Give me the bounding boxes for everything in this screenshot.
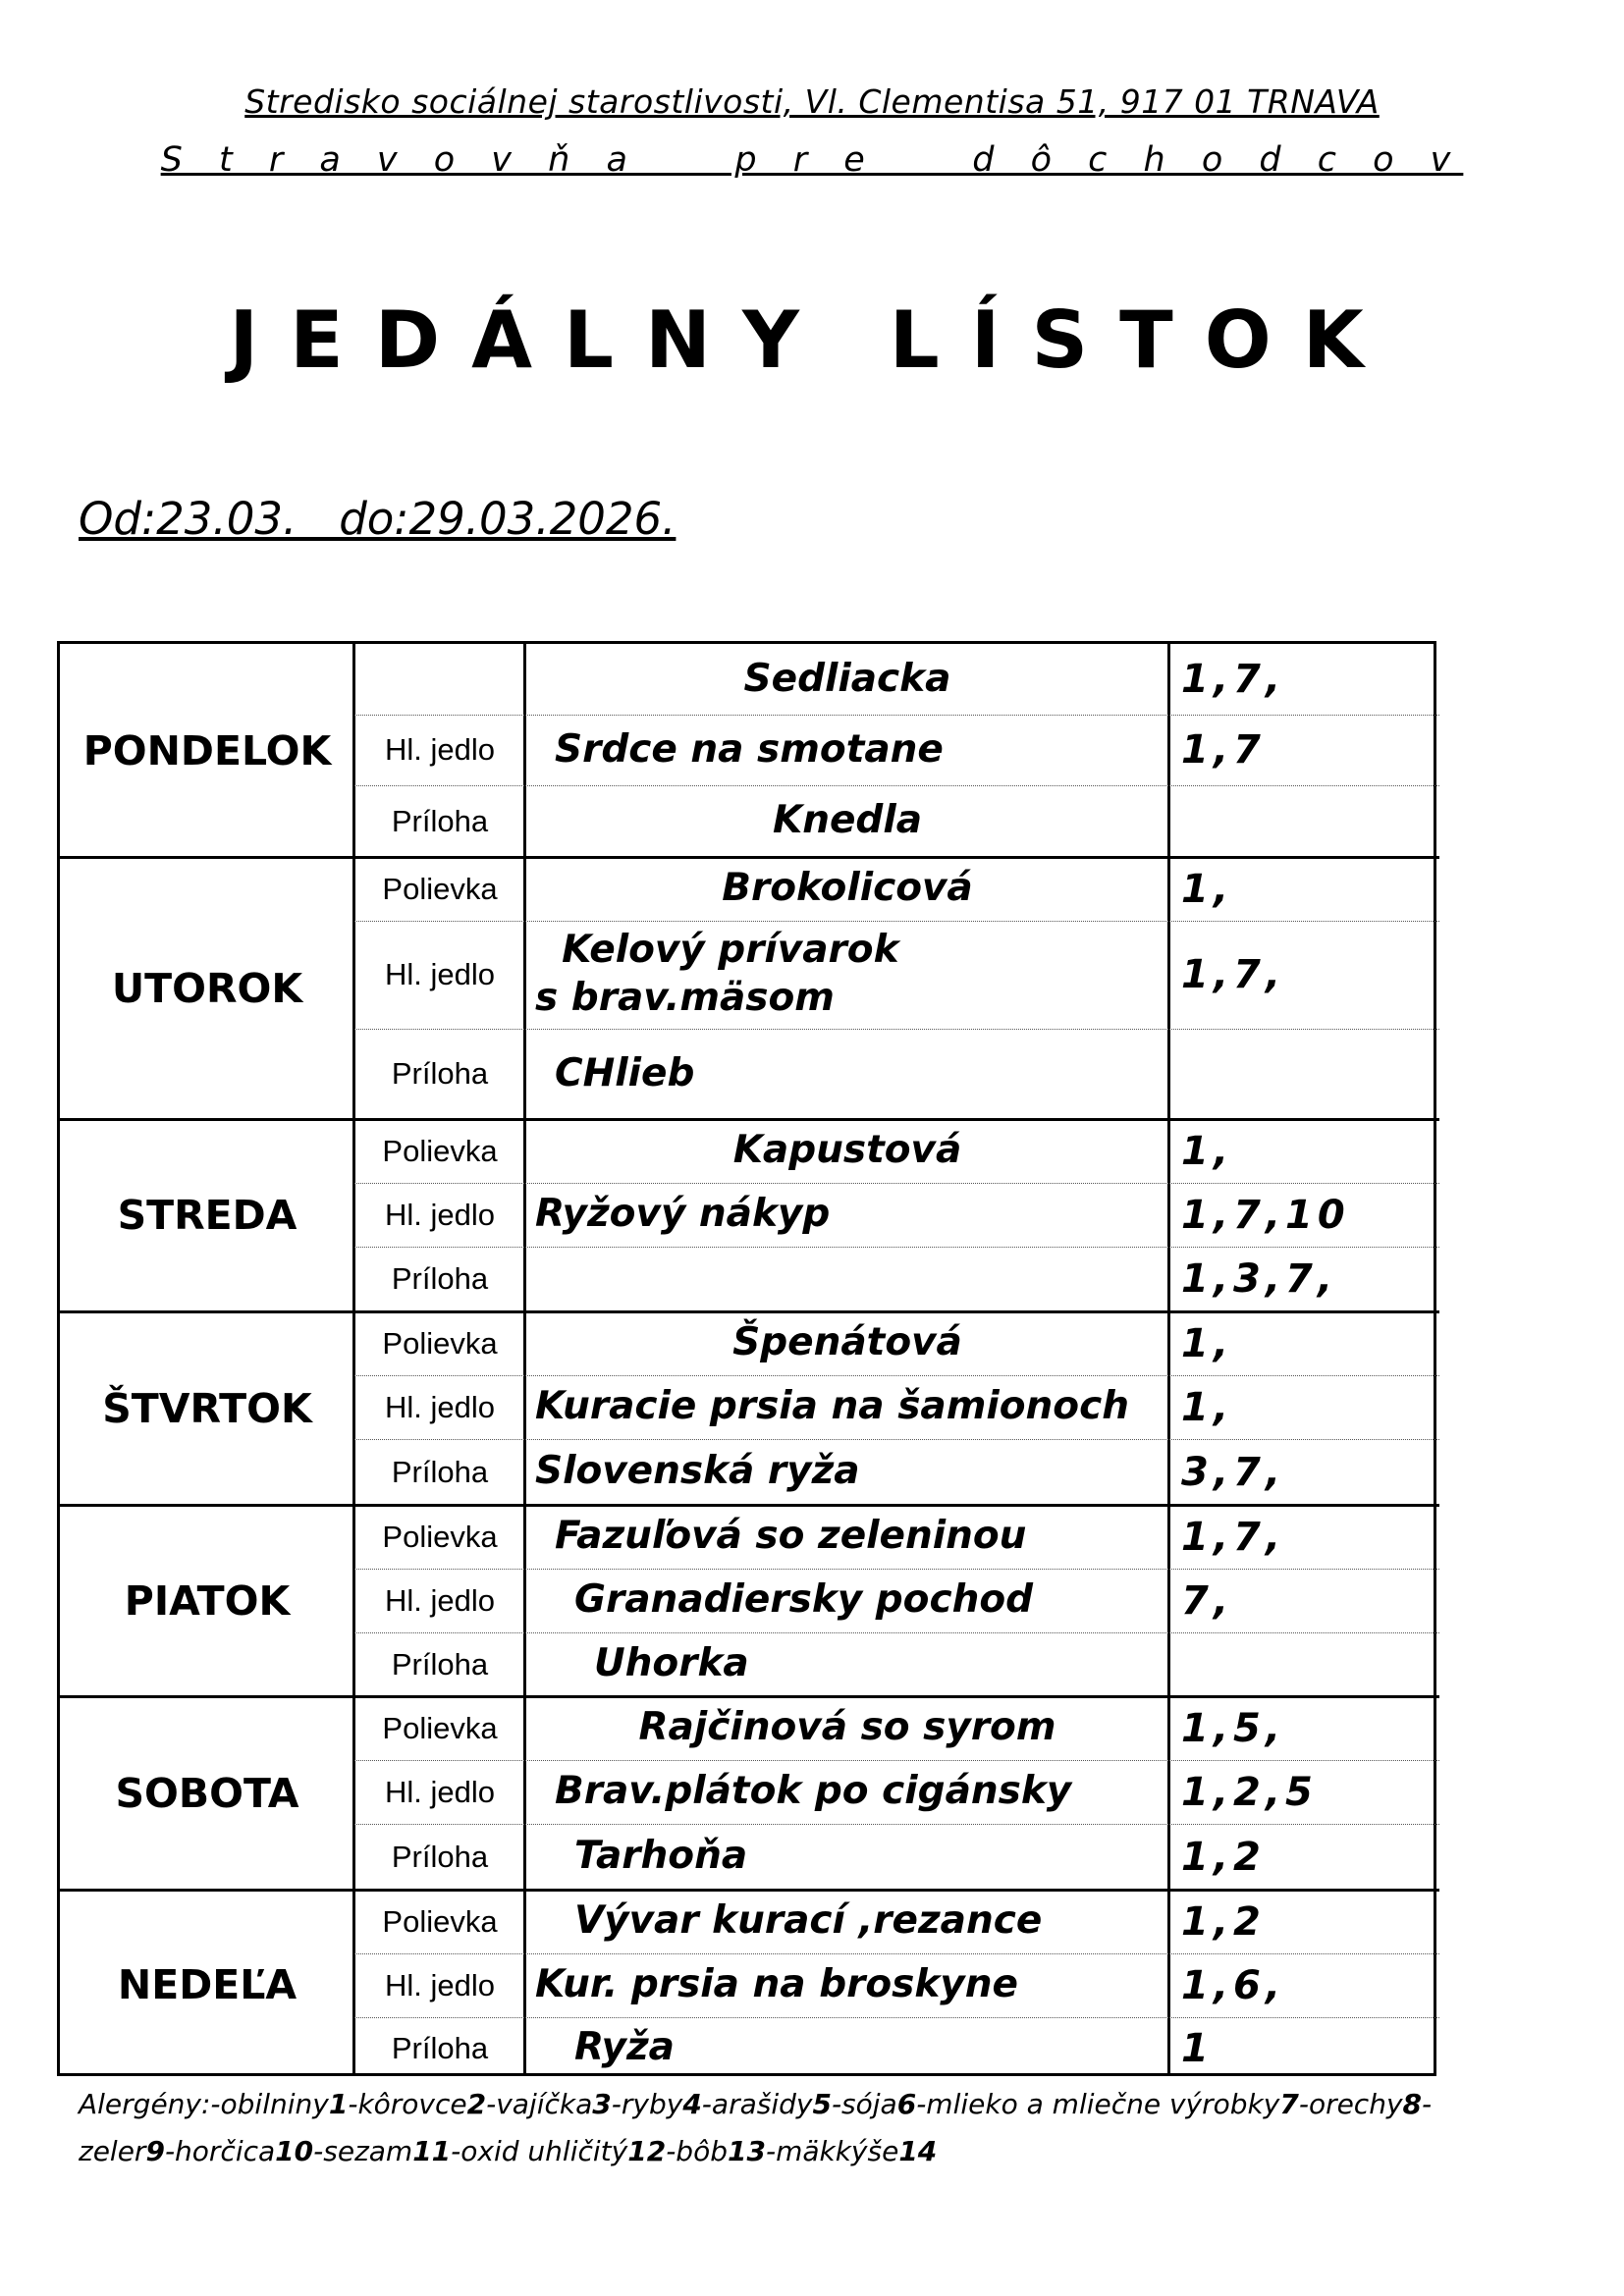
allergen-name: obilniny [220,2088,329,2120]
allergen-codes: 1,7, [1181,657,1286,702]
allergen-name: oxid uhličitý [460,2135,628,2167]
day-name: ŠTVRTOK [102,1384,312,1432]
allergen-number: 3 [592,2088,612,2120]
course-label: Príloha [391,1454,489,1489]
course-label: Hl. jedlo [385,1774,495,1809]
dish-name: Sedliacka [743,656,951,701]
course-label: Polievka [382,1710,498,1745]
allergen-number: 4 [682,2088,702,2120]
allergen-codes [1169,1029,1439,1119]
allergen-number: 11 [412,2135,452,2167]
dish-name: Tarhoňa [574,1834,748,1879]
allergen-name: kôrovce [357,2088,467,2120]
dish-name: Fazuľová so zeleninou [555,1514,1027,1559]
dish-name: Brav.plátok po cigánsky [555,1769,1072,1814]
allergen-codes: 1,7,10 [1181,1192,1350,1238]
course-label: Hl. jedlo [385,1389,495,1424]
dish-name: Rajčinová so syrom [638,1705,1056,1750]
course-label: Polievka [382,1325,498,1361]
allergen-codes [1169,1632,1439,1696]
dish-name: CHlieb [555,1050,695,1095]
course-label: Hl. jedlo [385,732,495,767]
course-label: Polievka [382,871,498,906]
dish-name: Knedla [772,798,923,843]
course-label: Hl. jedlo [385,1197,495,1232]
dish-name: Srdce na smotane [555,726,944,772]
allergen-number: 12 [627,2135,667,2167]
legend-prefix: Alergény:- [79,2088,221,2120]
allergen-number: 1 [328,2088,349,2120]
course-label: Hl. jedlo [385,1967,495,2002]
weekly-menu-table [57,641,1436,2076]
dish-name: Kuracie prsia na šamionoch [535,1384,1129,1429]
dish-name: Uhorka [594,1641,749,1686]
allergen-codes: 1, [1181,1384,1234,1430]
allergen-name: zeler [79,2135,146,2167]
canteen-subtitle: S t r a v o v ň a p r e d ô c h o d c o v [160,140,1464,180]
allergen-codes: 1,7, [1181,952,1286,997]
course-label: Príloha [391,1261,489,1296]
course-label: Príloha [391,1839,489,1874]
allergen-codes: 1, [1181,1320,1234,1366]
allergen-name: ryby [621,2088,683,2120]
course-label: Polievka [382,1519,498,1554]
course-label: Príloha [391,2030,489,2065]
allergen-codes: 1,3,7, [1181,1256,1338,1302]
allergen-name: arašidy [711,2088,813,2120]
allergen-name: sója [841,2088,897,2120]
day-name: NEDEĽA [117,1960,298,2008]
allergen-number: 5 [812,2088,832,2120]
allergen-number: 10 [275,2135,314,2167]
course-label: Hl. jedlo [385,1582,495,1618]
allergen-codes: 1,7 [1181,727,1266,773]
dish-name: Kapustová [732,1128,962,1173]
allergen-name: mäkkýše [776,2135,899,2167]
allergen-name: mlieko a mliečne výrobky [926,2088,1280,2120]
course-label: Príloha [391,803,489,838]
allergen-codes: 1, [1181,866,1234,912]
allergen-number: 14 [898,2135,938,2167]
allergen-number: 6 [896,2088,917,2120]
allergen-codes: 7, [1181,1577,1234,1624]
allergen-number: 7 [1279,2088,1299,2120]
allergen-codes: 3,7, [1181,1449,1286,1495]
dish-name: Vývar kurací ,rezance [574,1898,1043,1944]
course-label: Príloha [391,1646,489,1682]
allergen-legend: Alergény:-obilniny1-kôrovce2-vajíčka3-ryby4-arašidy5-sója6-mlieko a mliečne výrobky7-orechy8-zeler9-horčica10-sezam11-oxid uhličitý12-bôb13-mäkkýše14 [79,2088,1433,2167]
dish-name: Granadiersky pochod [574,1577,1034,1623]
allergen-codes: 1,6, [1181,1962,1286,2008]
allergen-number: 8 [1402,2088,1423,2120]
menu-period: Od:23.03. do:29.03.2026. [79,493,677,545]
dish-name: Slovenská ryža [535,1449,860,1494]
course-label: Hl. jedlo [385,957,495,991]
allergen-name: sezam [323,2135,413,2167]
allergen-name: bôb [676,2135,728,2167]
allergen-number: 2 [466,2088,487,2120]
course-label [354,644,525,715]
allergen-codes: 1,7, [1181,1514,1286,1560]
menu-title: JEDÁLNY LÍSTOK [229,294,1395,386]
course-label: Polievka [382,1903,498,1939]
allergen-codes: 1,2,5 [1181,1769,1318,1815]
allergen-number: 9 [145,2135,165,2167]
dish-name: Kelový prívarok s brav.mäsom [535,928,899,1020]
allergen-codes: 1,5, [1181,1705,1286,1751]
course-label: Polievka [382,1133,498,1168]
dish-name: Ryžový nákyp [535,1192,831,1237]
allergen-name: horčica [175,2135,276,2167]
allergen-name: orechy [1308,2088,1403,2120]
day-name: PIATOK [124,1576,291,1625]
allergen-name: vajíčka [496,2088,593,2120]
allergen-codes: 1,2 [1181,1834,1266,1880]
allergen-codes: 1 [1181,2025,1214,2071]
institution-header: Stredisko sociálnej starostlivosti, Vl. Clementisa 51, 917 01 TRNAVA [244,82,1380,121]
day-name: PONDELOK [82,726,332,774]
day-name: SOBOTA [115,1769,299,1817]
allergen-number: 13 [727,2135,766,2167]
dish-name [525,1247,1169,1311]
dish-name: Ryža [574,2025,675,2070]
dish-name: Špenátová [732,1320,962,1365]
allergen-codes: 1, [1181,1128,1234,1174]
dish-name: Brokolicová [722,866,973,911]
allergen-codes: 1,2 [1181,1898,1266,1945]
day-name: UTOROK [111,964,303,1012]
dish-name: Kur. prsia na broskyne [535,1962,1018,2007]
course-label: Príloha [391,1056,489,1091]
day-name: STREDA [117,1192,298,1239]
allergen-codes [1169,785,1439,857]
